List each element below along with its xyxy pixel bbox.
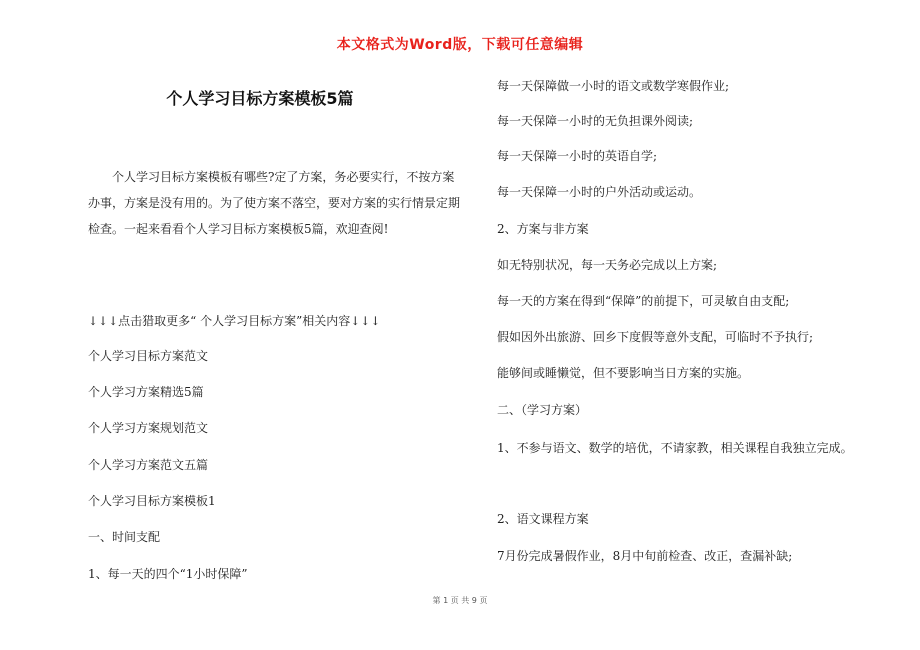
left-line[interactable]: 个人学习方案范文五篇 [88, 458, 209, 472]
right-line: 每一天保障一小时的英语自学; [497, 149, 658, 163]
page-number: 第 1 页 共 9 页 [432, 596, 488, 605]
right-line: 7月份完成暑假作业，8月中旬前检查、改正，查漏补缺; [497, 549, 793, 563]
intro-paragraph: 个人学习目标方案模板有哪些?定了方案，务必要实行，不按方案办事，方案是没有用的。为了使方案不落空，要对方案的实行情景定期检查。一起来看看个人学习目标方案模板5篇，欢迎查阅! [88, 170, 461, 236]
right-line: 每一天的方案在得到“保障”的前提下，可灵敏自由支配; [497, 294, 790, 308]
left-line[interactable]: 个人学习目标方案范文 [88, 349, 209, 363]
left-line[interactable]: 个人学习方案规划范文 [88, 421, 209, 435]
right-line: 每一天保障一小时的无负担课外阅读; [497, 114, 694, 128]
left-column [88, 0, 468, 650]
right-column [497, 0, 877, 650]
left-line: 1、每一天的四个“1小时保障” [88, 567, 248, 581]
right-line: 每一天保障做一小时的语文或数学寒假作业; [497, 79, 730, 93]
document-title: 个人学习目标方案模板5篇 [166, 89, 354, 108]
related-content-link[interactable]: ↓↓↓点击猎取更多“ 个人学习目标方案”相关内容↓↓↓ [88, 314, 381, 328]
section-heading: 一、时间支配 [88, 530, 161, 544]
right-line: 二、（学习方案） [497, 403, 588, 417]
left-line[interactable]: 个人学习方案精选5篇 [88, 385, 204, 399]
section-heading: 个人学习目标方案模板1 [88, 494, 216, 508]
right-line: 1、不参与语文、数学的培优，不请家教，相关课程自我独立完成。 [497, 441, 853, 455]
right-line: 如无特别状况，每一天务必完成以上方案; [497, 258, 718, 272]
right-line: 每一天保障一小时的户外活动或运动。 [497, 185, 702, 199]
right-line: 假如因外出旅游、回乡下度假等意外支配，可临时不予执行; [497, 330, 814, 344]
editable-format-banner: 本文格式为Word版，下载可任意编辑 [336, 37, 584, 53]
right-line: 2、语文课程方案 [497, 512, 589, 526]
right-line: 2、方案与非方案 [497, 222, 589, 236]
right-line: 能够间或睡懒觉，但不要影响当日方案的实施。 [497, 366, 750, 380]
